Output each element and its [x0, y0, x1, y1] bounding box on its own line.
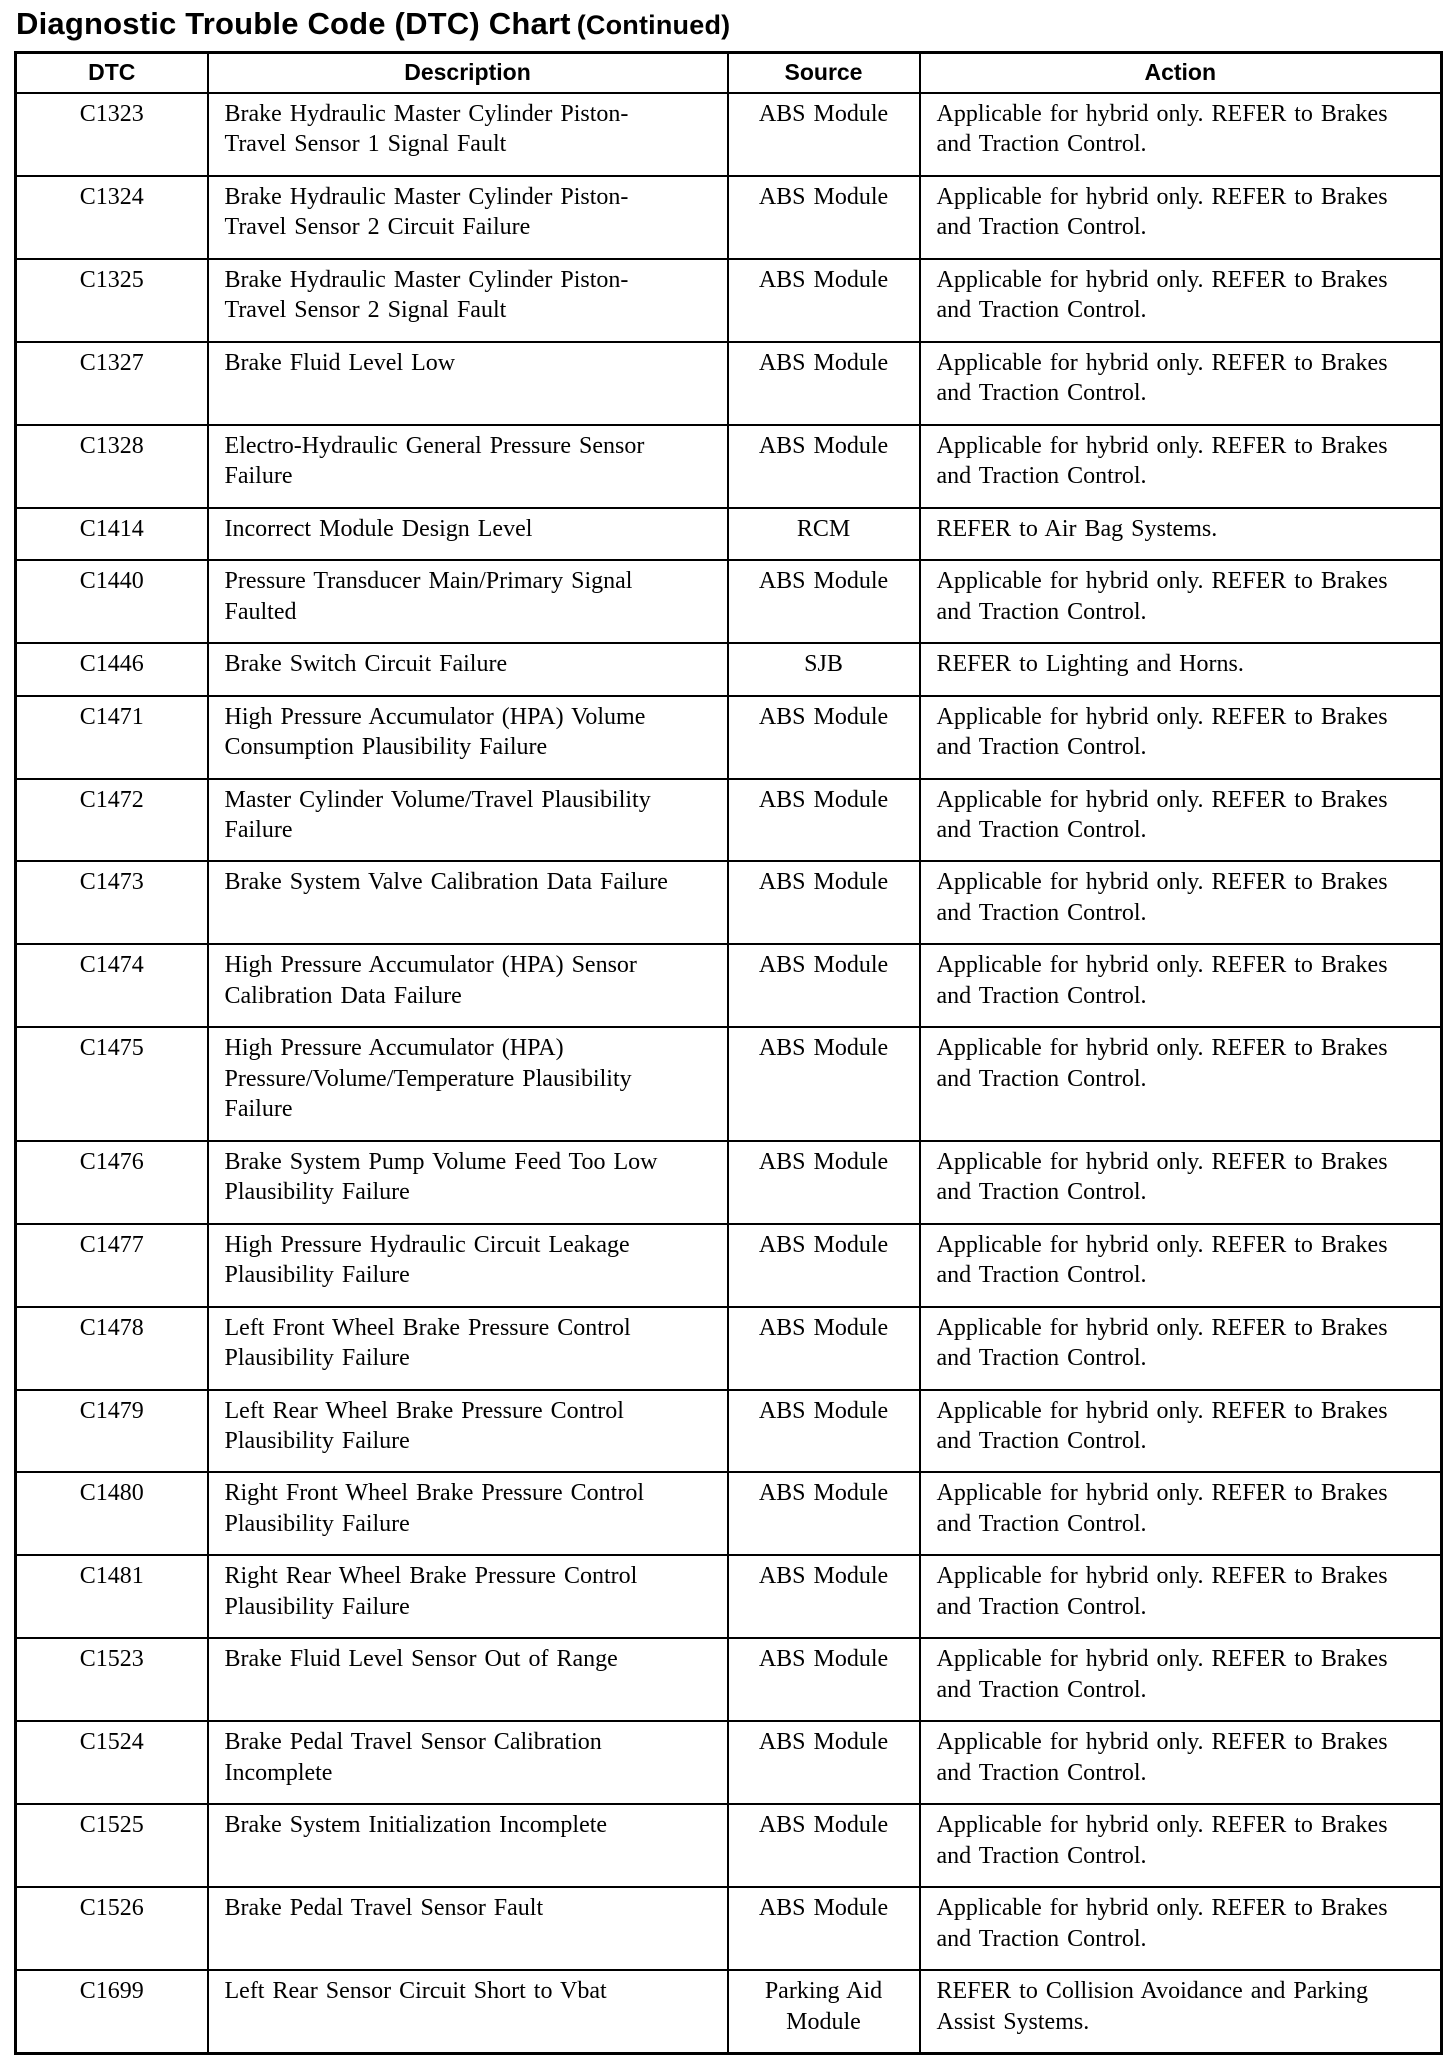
- description-cell: Brake Pedal Travel Sensor Calibration Incomplete: [208, 1721, 728, 1804]
- source-cell: ABS Module: [728, 259, 920, 342]
- source-cell: ABS Module: [728, 1638, 920, 1721]
- description-cell: Brake Fluid Level Sensor Out of Range: [208, 1638, 728, 1721]
- dtc-code-cell: C1440: [16, 560, 208, 643]
- source-cell: ABS Module: [728, 1027, 920, 1140]
- action-cell: Applicable for hybrid only. REFER to Brakes and Traction Control.: [920, 1141, 1442, 1224]
- table-row: [16, 1224, 1442, 1307]
- action-cell: Applicable for hybrid only. REFER to Brakes and Traction Control.: [920, 1721, 1442, 1804]
- source-cell: ABS Module: [728, 696, 920, 779]
- source-cell: RCM: [728, 508, 920, 560]
- table-header-row: [16, 53, 1442, 94]
- description-cell: Left Rear Sensor Circuit Short to Vbat: [208, 1970, 728, 2053]
- source-cell: ABS Module: [728, 176, 920, 259]
- action-cell: Applicable for hybrid only. REFER to Brakes and Traction Control.: [920, 1555, 1442, 1638]
- action-cell: Applicable for hybrid only. REFER to Brakes and Traction Control.: [920, 1390, 1442, 1473]
- table-row: [16, 1472, 1442, 1555]
- description-cell: High Pressure Hydraulic Circuit Leakage Plausibility Failure: [208, 1224, 728, 1307]
- table-row: [16, 1027, 1442, 1140]
- action-cell: Applicable for hybrid only. REFER to Brakes and Traction Control.: [920, 1638, 1442, 1721]
- description-cell: Incorrect Module Design Level: [208, 508, 728, 560]
- source-cell: ABS Module: [728, 425, 920, 508]
- description-cell: Brake Switch Circuit Failure: [208, 643, 728, 695]
- action-cell: Applicable for hybrid only. REFER to Brakes and Traction Control.: [920, 93, 1442, 176]
- page-title-main: Diagnostic Trouble Code (DTC) Chart: [16, 6, 571, 41]
- table-row: [16, 93, 1442, 176]
- source-cell: Parking Aid Module: [728, 1970, 920, 2053]
- dtc-code-cell: C1525: [16, 1804, 208, 1887]
- dtc-code-cell: C1479: [16, 1390, 208, 1473]
- description-cell: Brake Fluid Level Low: [208, 342, 728, 425]
- source-cell: ABS Module: [728, 1804, 920, 1887]
- description-cell: Left Front Wheel Brake Pressure Control Plausibility Failure: [208, 1307, 728, 1390]
- dtc-code-cell: C1523: [16, 1638, 208, 1721]
- dtc-code-cell: C1478: [16, 1307, 208, 1390]
- action-cell: Applicable for hybrid only. REFER to Brakes and Traction Control.: [920, 1887, 1442, 1970]
- source-cell: ABS Module: [728, 1887, 920, 1970]
- table-row: [16, 1721, 1442, 1804]
- table-row: [16, 1638, 1442, 1721]
- source-cell: ABS Module: [728, 1472, 920, 1555]
- table-row: [16, 425, 1442, 508]
- source-cell: ABS Module: [728, 1141, 920, 1224]
- action-cell: REFER to Collision Avoidance and Parking Assist Systems.: [920, 1970, 1442, 2053]
- dtc-code-cell: C1327: [16, 342, 208, 425]
- dtc-code-cell: C1480: [16, 1472, 208, 1555]
- source-cell: ABS Module: [728, 944, 920, 1027]
- action-cell: Applicable for hybrid only. REFER to Brakes and Traction Control.: [920, 560, 1442, 643]
- table-row: [16, 1307, 1442, 1390]
- table-row: [16, 342, 1442, 425]
- description-cell: Master Cylinder Volume/Travel Plausibility Failure: [208, 779, 728, 862]
- table-row: [16, 1804, 1442, 1887]
- description-cell: Pressure Transducer Main/Primary Signal Faulted: [208, 560, 728, 643]
- dtc-code-cell: C1414: [16, 508, 208, 560]
- source-cell: ABS Module: [728, 1721, 920, 1804]
- action-cell: Applicable for hybrid only. REFER to Brakes and Traction Control.: [920, 1027, 1442, 1140]
- description-cell: Brake Hydraulic Master Cylinder Piston-Travel Sensor 2 Circuit Failure: [208, 176, 728, 259]
- description-cell: Brake System Initialization Incomplete: [208, 1804, 728, 1887]
- action-cell: REFER to Lighting and Horns.: [920, 643, 1442, 695]
- action-cell: Applicable for hybrid only. REFER to Brakes and Traction Control.: [920, 779, 1442, 862]
- dtc-code-cell: C1699: [16, 1970, 208, 2053]
- column-header-dtc: DTC: [16, 53, 208, 94]
- column-header-action: Action: [920, 53, 1442, 94]
- table-row: [16, 861, 1442, 944]
- action-cell: Applicable for hybrid only. REFER to Brakes and Traction Control.: [920, 425, 1442, 508]
- table-row: [16, 1887, 1442, 1970]
- action-cell: Applicable for hybrid only. REFER to Brakes and Traction Control.: [920, 1804, 1442, 1887]
- dtc-code-cell: C1474: [16, 944, 208, 1027]
- table-row: [16, 1555, 1442, 1638]
- description-cell: Right Front Wheel Brake Pressure Control Plausibility Failure: [208, 1472, 728, 1555]
- description-cell: Left Rear Wheel Brake Pressure Control Plausibility Failure: [208, 1390, 728, 1473]
- dtc-code-cell: C1526: [16, 1887, 208, 1970]
- dtc-code-cell: C1477: [16, 1224, 208, 1307]
- page-title-continued: (Continued): [576, 10, 731, 40]
- action-cell: Applicable for hybrid only. REFER to Brakes and Traction Control.: [920, 342, 1442, 425]
- action-cell: Applicable for hybrid only. REFER to Brakes and Traction Control.: [920, 1224, 1442, 1307]
- action-cell: Applicable for hybrid only. REFER to Brakes and Traction Control.: [920, 176, 1442, 259]
- dtc-code-cell: C1446: [16, 643, 208, 695]
- source-cell: ABS Module: [728, 1555, 920, 1638]
- table-row: [16, 944, 1442, 1027]
- source-cell: ABS Module: [728, 1307, 920, 1390]
- table-row: [16, 508, 1442, 560]
- action-cell: Applicable for hybrid only. REFER to Brakes and Traction Control.: [920, 861, 1442, 944]
- source-cell: ABS Module: [728, 560, 920, 643]
- action-cell: REFER to Air Bag Systems.: [920, 508, 1442, 560]
- table-row: [16, 643, 1442, 695]
- table-row: [16, 1390, 1442, 1473]
- source-cell: ABS Module: [728, 342, 920, 425]
- action-cell: Applicable for hybrid only. REFER to Brakes and Traction Control.: [920, 696, 1442, 779]
- dtc-code-cell: C1472: [16, 779, 208, 862]
- dtc-code-cell: C1476: [16, 1141, 208, 1224]
- action-cell: Applicable for hybrid only. REFER to Brakes and Traction Control.: [920, 259, 1442, 342]
- dtc-code-cell: C1475: [16, 1027, 208, 1140]
- action-cell: Applicable for hybrid only. REFER to Brakes and Traction Control.: [920, 944, 1442, 1027]
- column-header-source: Source: [728, 53, 920, 94]
- dtc-table: [14, 51, 1443, 2055]
- table-row: [16, 1970, 1442, 2053]
- table-row: [16, 259, 1442, 342]
- description-cell: High Pressure Accumulator (HPA) Pressure/Volume/Temperature Plausibility Failure: [208, 1027, 728, 1140]
- description-cell: Brake Hydraulic Master Cylinder Piston-Travel Sensor 1 Signal Fault: [208, 93, 728, 176]
- dtc-code-cell: C1471: [16, 696, 208, 779]
- dtc-code-cell: C1473: [16, 861, 208, 944]
- description-cell: Brake Pedal Travel Sensor Fault: [208, 1887, 728, 1970]
- source-cell: SJB: [728, 643, 920, 695]
- action-cell: Applicable for hybrid only. REFER to Brakes and Traction Control.: [920, 1472, 1442, 1555]
- source-cell: ABS Module: [728, 1224, 920, 1307]
- description-cell: High Pressure Accumulator (HPA) Sensor Calibration Data Failure: [208, 944, 728, 1027]
- dtc-code-cell: C1323: [16, 93, 208, 176]
- source-cell: ABS Module: [728, 861, 920, 944]
- description-cell: Electro-Hydraulic General Pressure Sensor Failure: [208, 425, 728, 508]
- page-title: [16, 6, 1442, 42]
- description-cell: Brake System Pump Volume Feed Too Low Plausibility Failure: [208, 1141, 728, 1224]
- source-cell: ABS Module: [728, 779, 920, 862]
- column-header-description: Description: [208, 53, 728, 94]
- table-row: [16, 560, 1442, 643]
- dtc-code-cell: C1325: [16, 259, 208, 342]
- description-cell: Brake Hydraulic Master Cylinder Piston-Travel Sensor 2 Signal Fault: [208, 259, 728, 342]
- dtc-code-cell: C1328: [16, 425, 208, 508]
- dtc-code-cell: C1324: [16, 176, 208, 259]
- table-row: [16, 1141, 1442, 1224]
- table-row: [16, 176, 1442, 259]
- description-cell: Right Rear Wheel Brake Pressure Control Plausibility Failure: [208, 1555, 728, 1638]
- action-cell: Applicable for hybrid only. REFER to Brakes and Traction Control.: [920, 1307, 1442, 1390]
- description-cell: Brake System Valve Calibration Data Failure: [208, 861, 728, 944]
- table-row: [16, 696, 1442, 779]
- source-cell: ABS Module: [728, 93, 920, 176]
- dtc-code-cell: C1481: [16, 1555, 208, 1638]
- dtc-code-cell: C1524: [16, 1721, 208, 1804]
- source-cell: ABS Module: [728, 1390, 920, 1473]
- table-row: [16, 779, 1442, 862]
- description-cell: High Pressure Accumulator (HPA) Volume Consumption Plausibility Failure: [208, 696, 728, 779]
- dtc-table-body: [16, 93, 1442, 2054]
